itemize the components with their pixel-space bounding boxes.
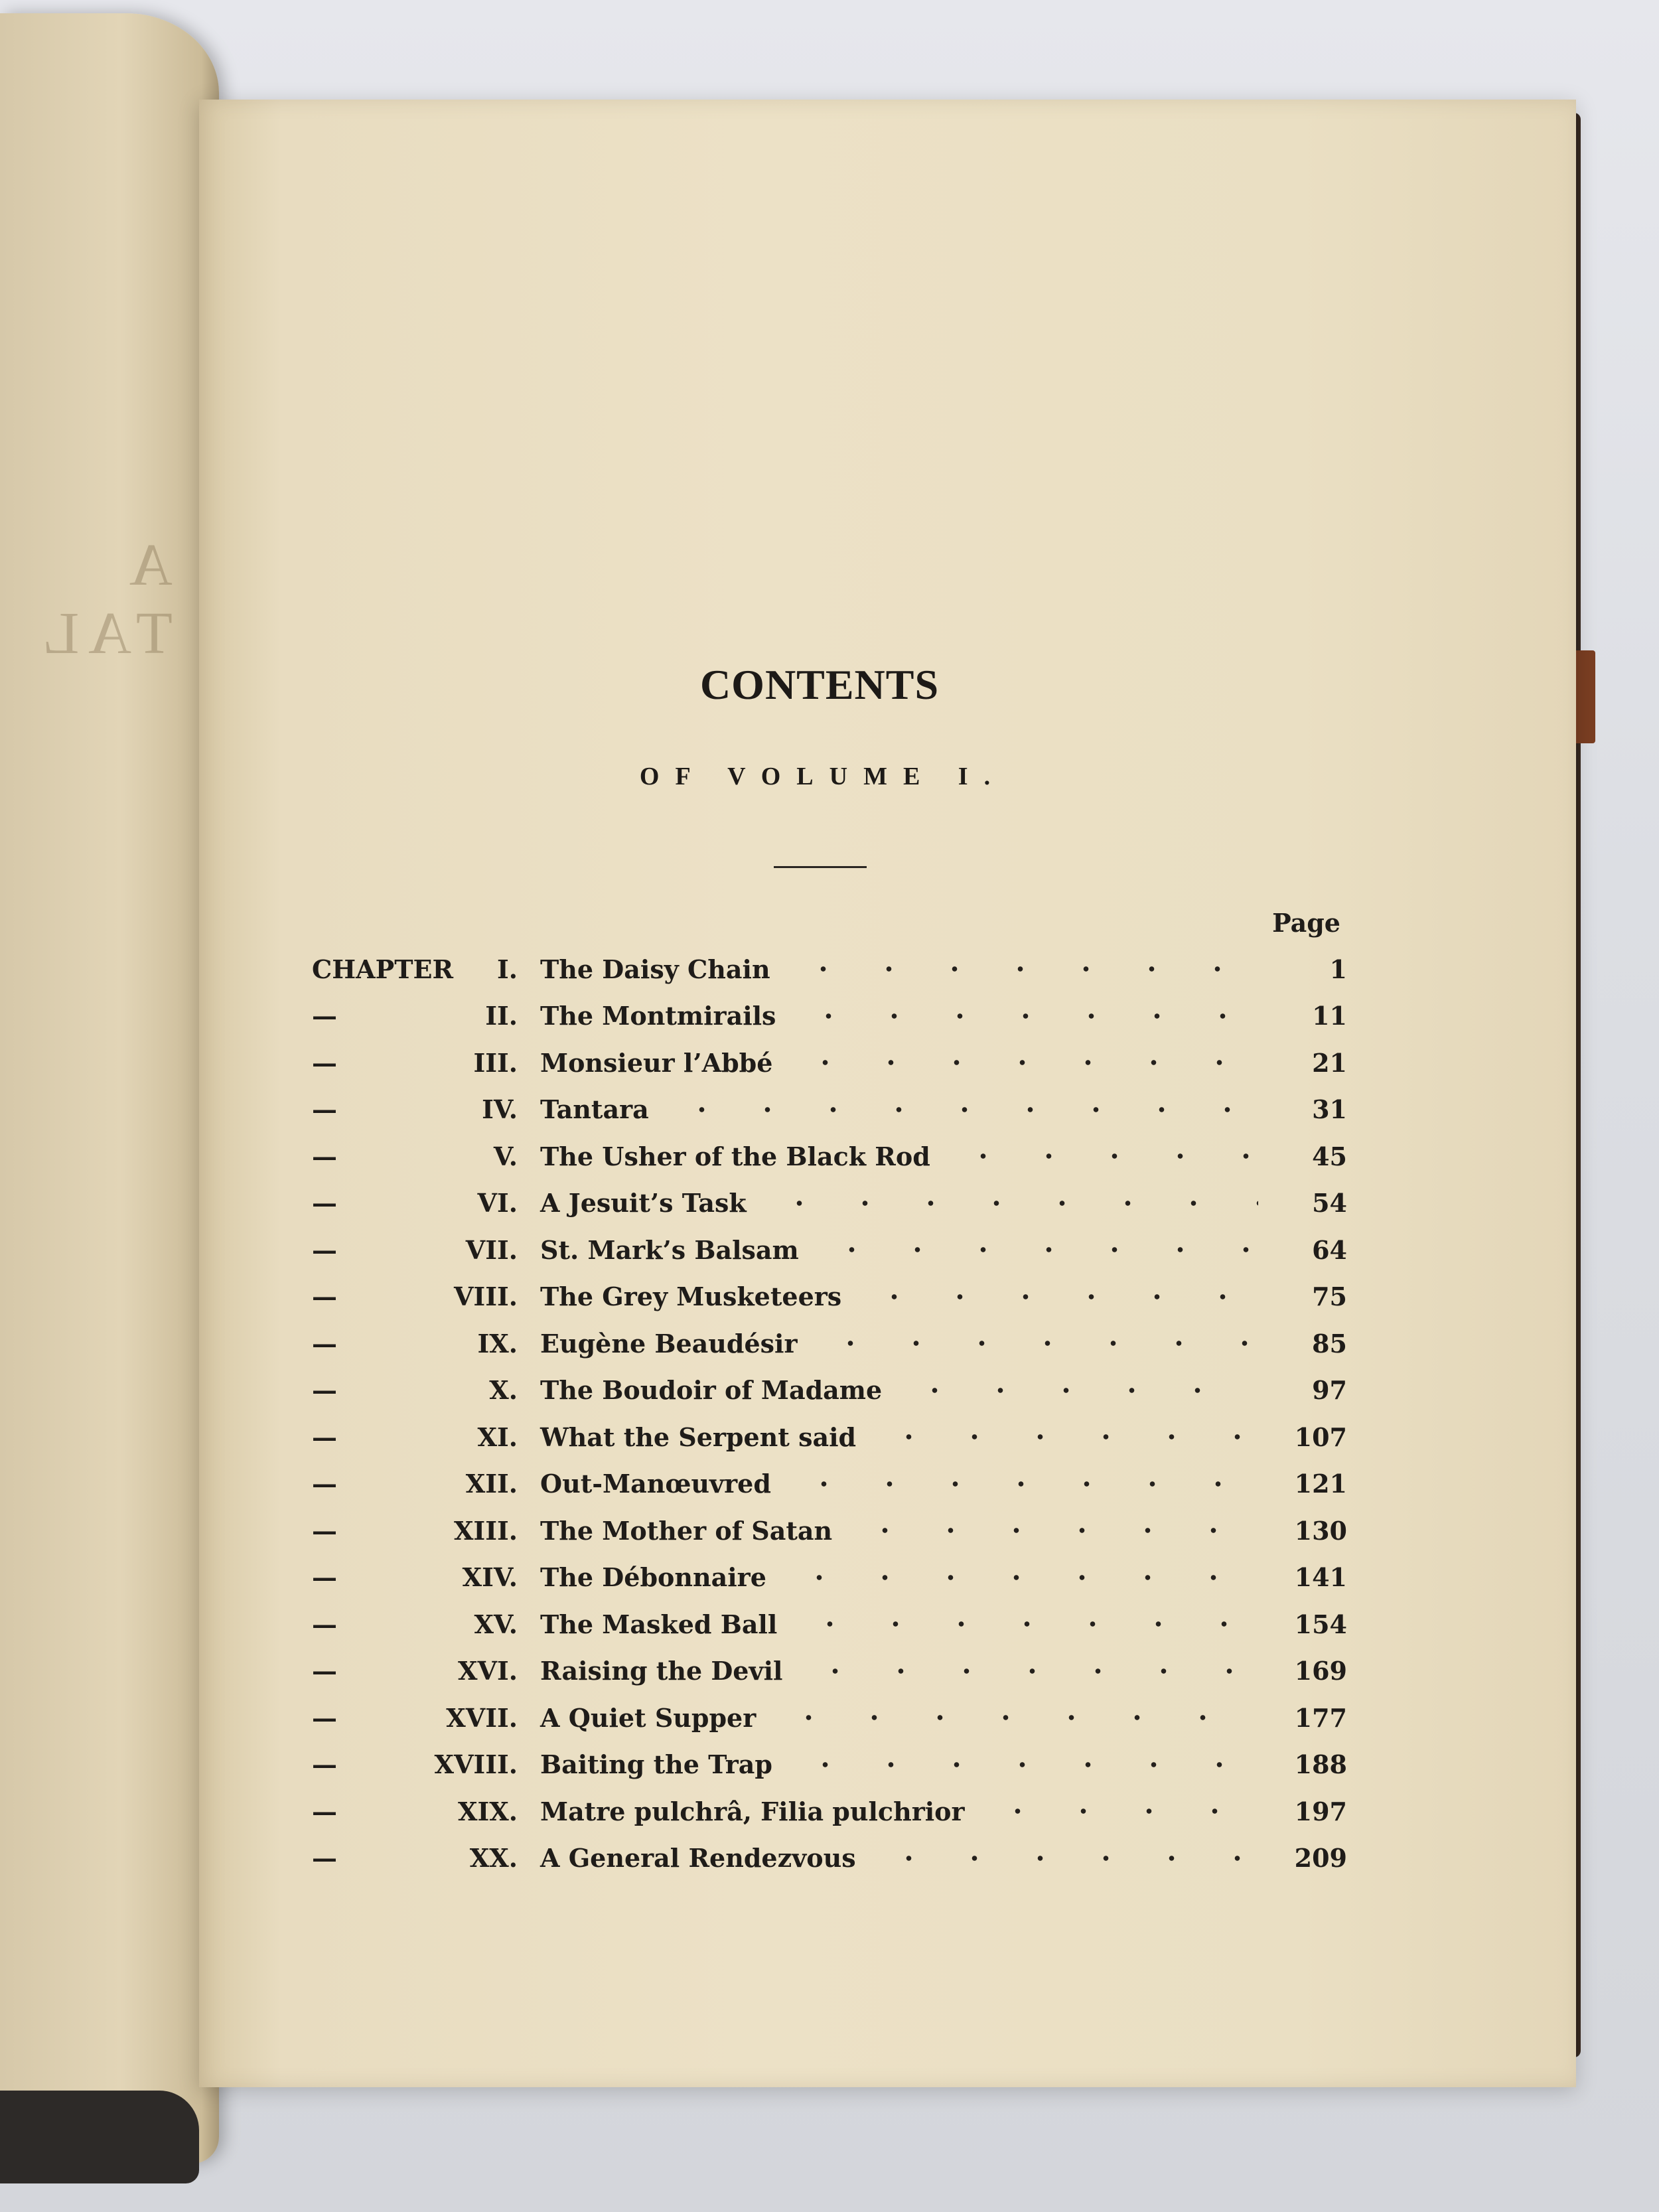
toc-page-number: 169 [1294, 1656, 1347, 1686]
toc-page-number: 97 [1312, 1375, 1347, 1406]
toc-chapter-prefix: — [312, 1001, 337, 1031]
dot-leader [981, 1808, 1258, 1814]
toc-chapter-numeral: IX. [477, 1328, 518, 1359]
toc-chapter-title: Monsieur l’Abbé [540, 1047, 773, 1078]
toc-chapter-numeral: III. [473, 1047, 518, 1078]
toc-page-number: 85 [1312, 1328, 1347, 1359]
table-of-contents [312, 946, 1347, 1881]
toc-chapter-numeral: VIII. [453, 1282, 518, 1312]
toc-chapter-numeral: XIV. [462, 1562, 518, 1593]
toc-row [312, 1274, 1347, 1321]
dot-leader [798, 1668, 1258, 1674]
toc-page-number: 130 [1294, 1515, 1347, 1546]
toc-row [312, 1788, 1347, 1835]
toc-page-number: 197 [1294, 1796, 1347, 1826]
toc-page-number: 107 [1294, 1422, 1347, 1452]
toc-chapter-prefix: — [312, 1375, 337, 1406]
toc-row [312, 1507, 1347, 1554]
page-column-label: Page [1272, 908, 1340, 938]
toc-chapter-prefix: — [312, 1702, 337, 1733]
toc-chapter-prefix: — [312, 1749, 337, 1780]
page-title: CONTENTS [699, 661, 940, 708]
dot-leader [788, 1059, 1258, 1066]
dot-leader [946, 1153, 1258, 1159]
toc-page-number: 54 [1312, 1188, 1347, 1218]
dot-leader [762, 1200, 1258, 1207]
toc-chapter-title: The Mother of Satan [540, 1515, 833, 1546]
toc-chapter-numeral: XVII. [446, 1702, 518, 1733]
toc-chapter-prefix: — [312, 1843, 337, 1874]
dot-leader [792, 1013, 1258, 1019]
toc-row [312, 1367, 1347, 1414]
toc-page-number: 75 [1312, 1282, 1347, 1312]
toc-chapter-title: The Masked Ball [540, 1609, 778, 1639]
toc-page-number: 209 [1294, 1843, 1347, 1874]
toc-chapter-title: A Jesuit’s Task [540, 1188, 747, 1218]
toc-chapter-title: A Quiet Supper [540, 1702, 757, 1733]
toc-chapter-prefix: — [312, 1328, 337, 1359]
toc-row [312, 1648, 1347, 1695]
left-page-partial-text: A TAL [33, 532, 173, 666]
toc-row [312, 1039, 1347, 1086]
toc-page-number: 45 [1312, 1141, 1347, 1171]
toc-chapter-title: The Montmirails [540, 1001, 776, 1031]
toc-chapter-title: A General Rendezvous [540, 1843, 856, 1874]
dot-leader [788, 1761, 1258, 1768]
toc-chapter-numeral: VII. [465, 1234, 518, 1265]
dot-leader [786, 966, 1258, 972]
toc-row [312, 1694, 1347, 1741]
toc-chapter-title: Baiting the Trap [540, 1749, 772, 1780]
dot-leader [872, 1434, 1258, 1440]
toc-chapter-numeral: XV. [474, 1609, 518, 1639]
dot-leader [857, 1293, 1258, 1300]
left-page [0, 13, 219, 2164]
toc-chapter-prefix: — [312, 1282, 337, 1312]
page-subtitle: OF VOLUME I. [639, 763, 1007, 790]
toc-chapter-title: What the Serpent said [540, 1422, 857, 1452]
toc-chapter-numeral: I. [496, 954, 518, 984]
toc-chapter-prefix: — [312, 1796, 337, 1826]
toc-chapter-prefix: — [312, 1141, 337, 1171]
left-cover-corner [0, 2091, 199, 2183]
toc-row [312, 1414, 1347, 1461]
toc-row [312, 1554, 1347, 1601]
toc-chapter-title: Out-Manœuvred [540, 1469, 771, 1499]
toc-chapter-title: The Boudoir of Madame [540, 1375, 883, 1406]
dot-leader [793, 1621, 1258, 1627]
toc-page-number: 121 [1294, 1469, 1347, 1499]
toc-chapter-numeral: XI. [477, 1422, 518, 1452]
toc-chapter-numeral: IV. [482, 1094, 518, 1125]
toc-chapter-numeral: XIX. [458, 1796, 518, 1826]
toc-row [312, 1133, 1347, 1180]
dot-leader [872, 1855, 1258, 1862]
toc-chapter-title: St. Mark’s Balsam [540, 1234, 799, 1265]
toc-chapter-prefix: — [312, 1656, 337, 1686]
dot-leader [848, 1527, 1258, 1534]
toc-row [312, 1461, 1347, 1508]
dot-leader [815, 1246, 1258, 1253]
toc-chapter-title: The Débonnaire [540, 1562, 766, 1593]
dot-leader [665, 1106, 1258, 1113]
dot-leader [772, 1714, 1258, 1721]
toc-row [312, 1741, 1347, 1789]
toc-chapter-prefix: — [312, 1562, 337, 1593]
toc-chapter-numeral: XVI. [458, 1656, 518, 1686]
toc-chapter-numeral: V. [493, 1141, 518, 1171]
toc-chapter-prefix: CHAPTER [312, 954, 454, 984]
toc-row [312, 993, 1347, 1040]
toc-page-number: 188 [1294, 1749, 1347, 1780]
toc-row [312, 1086, 1347, 1134]
toc-page-number: 154 [1294, 1609, 1347, 1639]
toc-page-number: 31 [1312, 1094, 1347, 1125]
toc-page-number: 141 [1294, 1562, 1347, 1593]
toc-chapter-numeral: XII. [465, 1469, 518, 1499]
toc-row [312, 1226, 1347, 1274]
toc-chapter-prefix: — [312, 1094, 337, 1125]
toc-chapter-title: Matre pulchrâ, Filia pulchrior [540, 1796, 965, 1826]
toc-page-number: 177 [1294, 1702, 1347, 1733]
toc-chapter-numeral: II. [485, 1001, 518, 1031]
dot-leader [898, 1387, 1258, 1394]
dot-leader [814, 1340, 1258, 1347]
toc-row [312, 1601, 1347, 1648]
toc-chapter-prefix: — [312, 1609, 337, 1639]
toc-page-number: 21 [1312, 1047, 1347, 1078]
toc-chapter-title: The Usher of the Black Rod [540, 1141, 930, 1171]
toc-chapter-numeral: X. [489, 1375, 518, 1406]
toc-chapter-numeral: XIII. [453, 1515, 518, 1546]
dot-leader [787, 1481, 1258, 1487]
toc-row [312, 1180, 1347, 1227]
dot-leader [782, 1574, 1258, 1581]
toc-page-number: 11 [1312, 1001, 1347, 1031]
toc-chapter-numeral: VI. [477, 1188, 518, 1218]
toc-chapter-prefix: — [312, 1234, 337, 1265]
toc-chapter-prefix: — [312, 1469, 337, 1499]
toc-chapter-prefix: — [312, 1047, 337, 1078]
toc-row [312, 946, 1347, 993]
toc-chapter-prefix: — [312, 1515, 337, 1546]
toc-chapter-prefix: — [312, 1422, 337, 1452]
toc-row [312, 1835, 1347, 1882]
toc-chapter-title: The Grey Musketeers [540, 1282, 842, 1312]
toc-chapter-title: Tantara [540, 1094, 649, 1125]
toc-page-number: 1 [1329, 954, 1347, 984]
toc-page-number: 64 [1312, 1234, 1347, 1265]
toc-chapter-numeral: XX. [469, 1843, 518, 1874]
divider-rule [774, 866, 867, 868]
toc-row [312, 1320, 1347, 1367]
toc-chapter-title: The Daisy Chain [540, 954, 770, 984]
toc-chapter-prefix: — [312, 1188, 337, 1218]
toc-chapter-numeral: XVIII. [434, 1749, 518, 1780]
toc-chapter-title: Raising the Devil [540, 1656, 783, 1686]
toc-chapter-title: Eugène Beaudésir [540, 1328, 798, 1359]
